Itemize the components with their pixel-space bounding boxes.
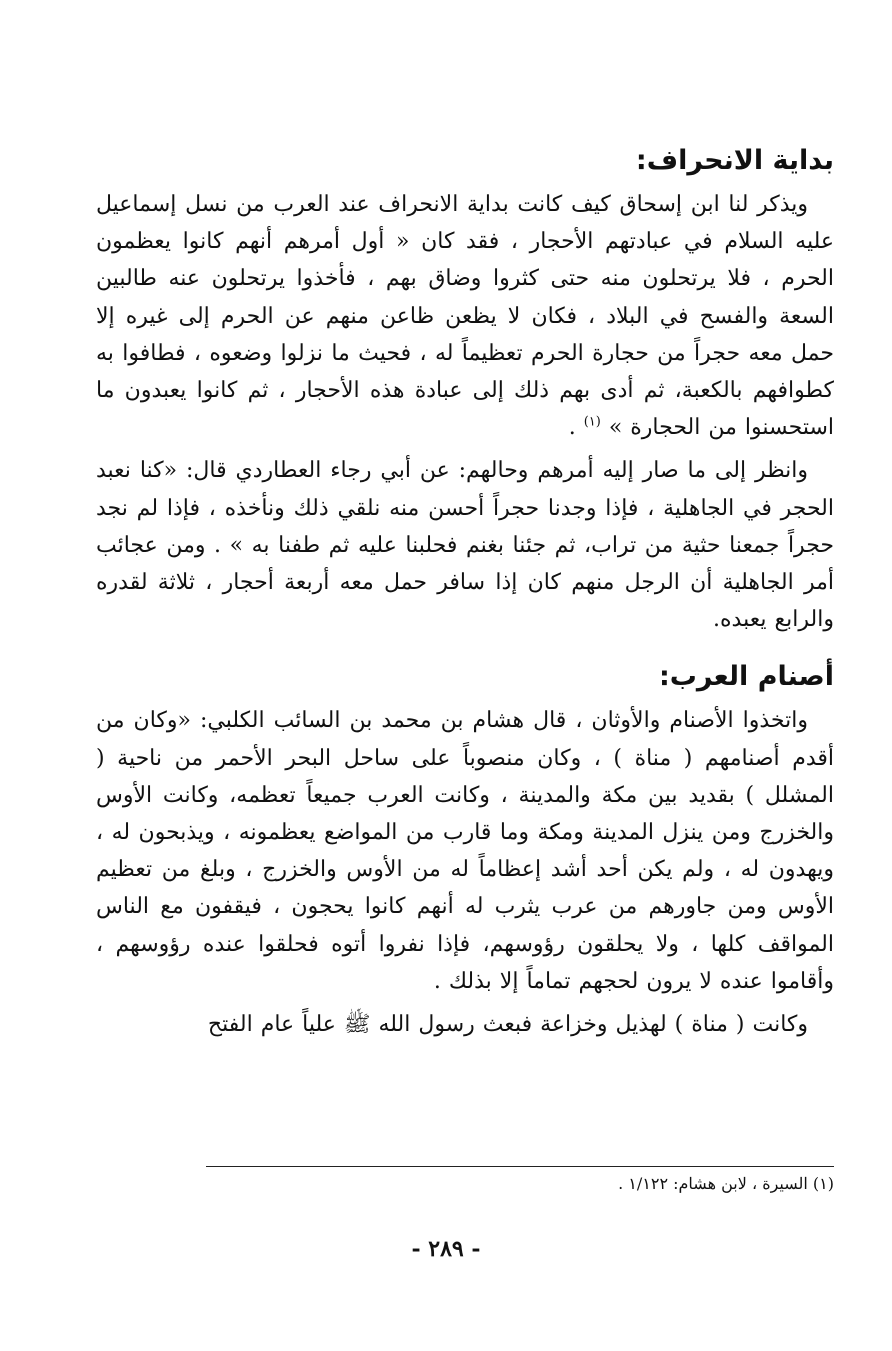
footnote: (١) السيرة ، لابن هشام: ١/١٢٢ . [618,1174,834,1193]
paragraph-hisham-kalbi: واتخذوا الأصنام والأوثان ، قال هشام بن محمد بن السائب الكلبي: «وكان من أقدم أصنامهم ( مناة ) ، وكان منصوباً على ساحل البحر الأحمر من ناحية ( المشلل ) بقديد بين مكة والمدينة ، وكانت العرب جميعاً تعظمه، وكانت الأوس والخزرج ومن ينزل المدينة ومكة وما قارب من المواضع يعظمونه ، ويذبحون له ، ويهدون له ، ولم يكن أحد أشد إعظاماً له من الأوس والخزرج ، وبلغ من تعظيم الأوس ومن جاورهم من عرب يثرب له أنهم كانوا يحجون ، فيقفون مع الناس المواقف كلها ، ولا يحلقون رؤوسهم، فإذا نفروا أتوه فحلقوا عنده رؤوسهم ، وأقاموا عنده لا يرون لحجهم تماماً إلا بذلك . [96,708,834,994]
paragraph-text: ويذكر لنا ابن إسحاق كيف كانت بداية الانحراف عند العرب من نسل إسماعيل عليه السلام في عبادتهم الأحجار ، فقد كان « أول أمرهم أنهم كانوا يعظمون الحرم ، فلا يرتحلون منه حتى كثروا وضاق بهم ، فأخذوا يرتحلون عنه طالبين السعة والفسح في البلاد ، فكان لا يظعن ظاعن منهم عن الحرم إلى غيره إلا حمل معه حجراً من حجارة الحرم تعظيماً له ، فحيث ما نزلوا وضعوه ، فطافوا به كطوافهم بالكعبة، ثم أدى بهم ذلك إلى عبادة هذه الأحجار ، ثم كانوا يعبدون ما استحسنوا من الحجارة » [96,192,834,441]
footnote-reference: (١) [583,414,601,430]
terminal-period: . [568,415,576,441]
paragraph-manat: وكانت ( مناة ) لهذيل وخزاعة فبعث رسول الله ﷺ علياً عام الفتح [207,1012,808,1038]
paragraph-ibn-ishaq [96,186,834,446]
paragraph-abu-raja: وانظر إلى ما صار إليه أمرهم وحالهم: عن أبي رجاء العطاردي قال: «كنا نعبد الحجر في الجاهلية ، فإذا وجدنا حجراً أحسن منه نلقي ذلك ونأخذه ، فإذا لم نجد حجراً جمعنا حثية من تراب، ثم جئنا بغنم فحلبنا عليه ثم طفنا به » . ومن عجائب أمر الجاهلية أن الرجل منهم كان إذا سافر حمل معه أربعة أحجار ، ثلاثة لقدره والرابع يعبده. [96,458,834,633]
main-text [96,140,834,1049]
page-number: - ٢٨٩ - [411,1236,481,1262]
section-heading-idols: أصنام العرب: [658,661,834,693]
section-heading-deviation: بداية الانحراف: [635,145,834,176]
footnote-divider [206,1166,834,1167]
